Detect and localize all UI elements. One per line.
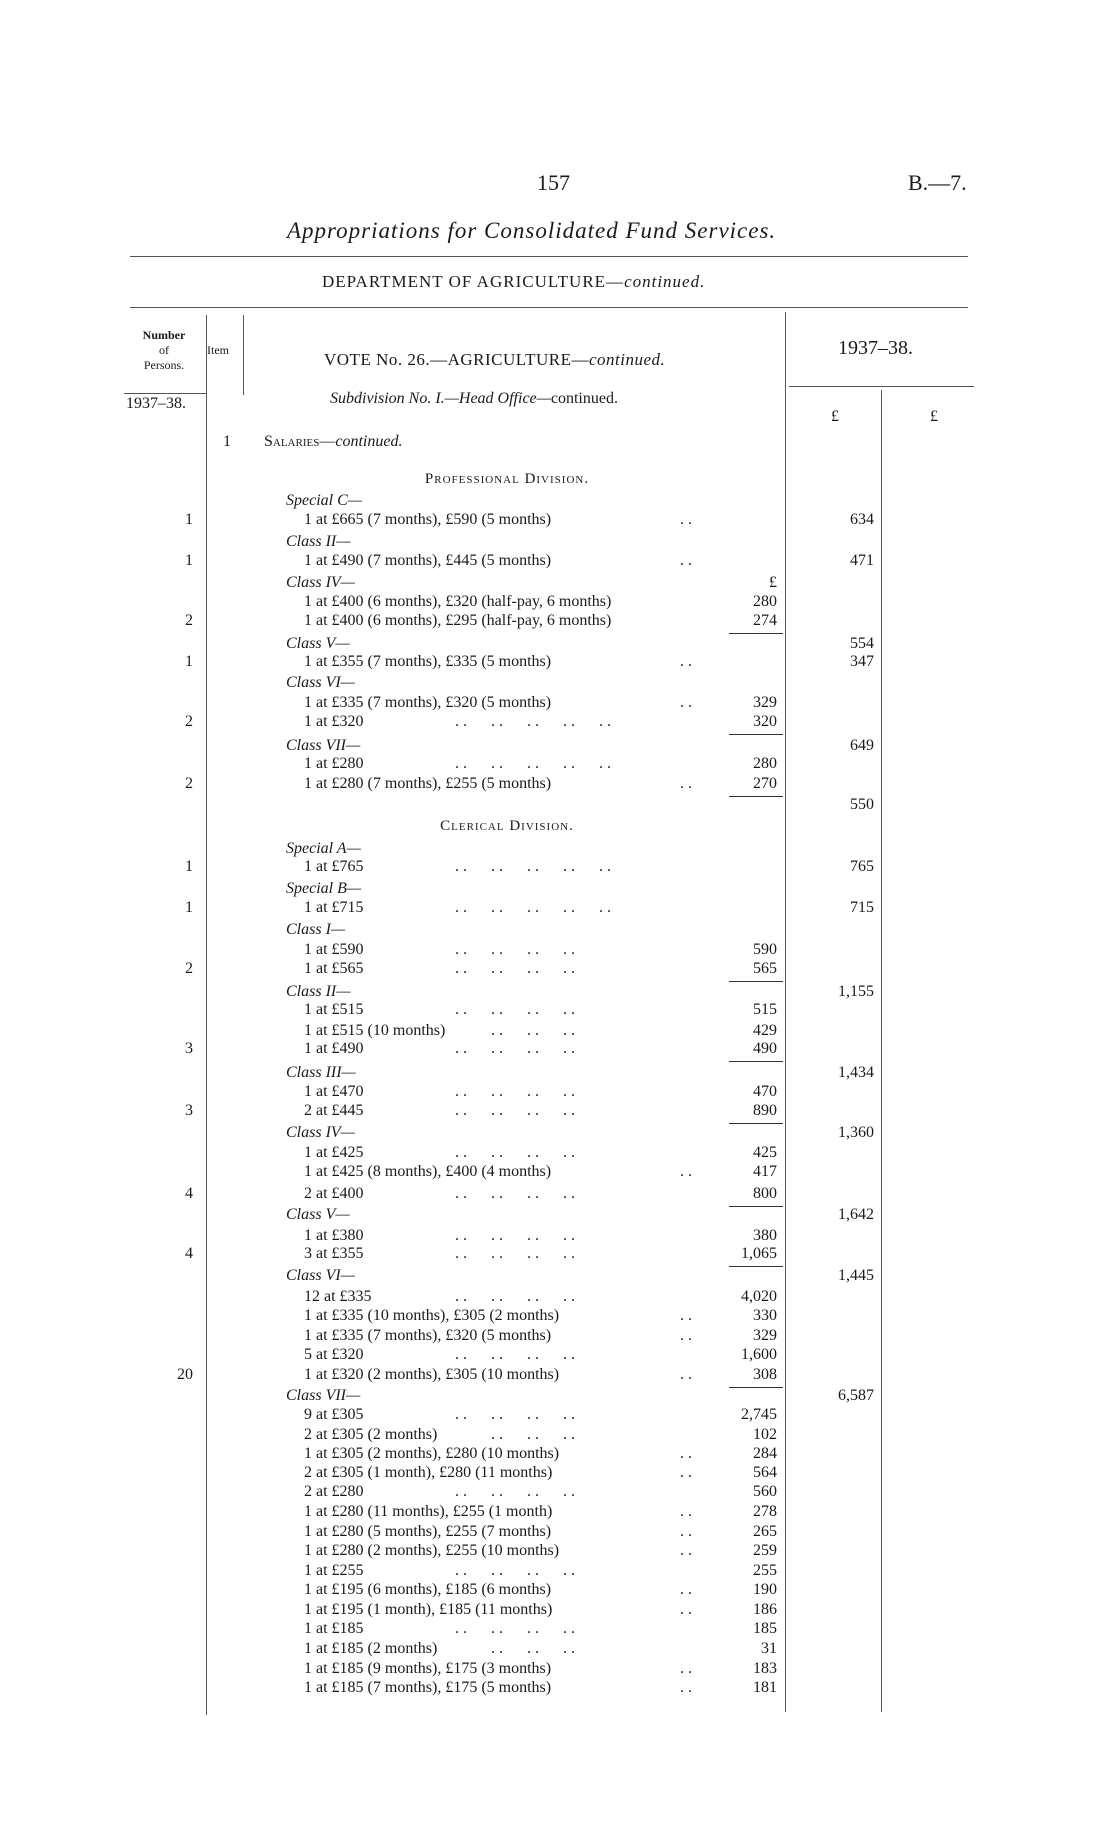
table-row <box>0 1227 1114 1247</box>
class-label: Class VI— <box>286 674 355 691</box>
class-label: Class VI— <box>286 1267 355 1284</box>
table-row <box>0 1660 1114 1680</box>
subtotal-amount: 270 <box>753 775 777 792</box>
subtotal-amount: 186 <box>753 1601 777 1618</box>
department-heading <box>322 272 705 292</box>
salary-line: 1 at £185 <box>304 1620 364 1637</box>
salary-line: 1 at £335 (10 months), £305 (2 months) <box>304 1307 560 1324</box>
salary-line: 1 at £515 <box>304 1001 364 1018</box>
pound-symbol-total: £ <box>930 408 938 425</box>
table-row <box>0 1640 1114 1660</box>
total-amount: 554 <box>850 635 874 652</box>
item-header: Item <box>207 343 229 357</box>
total-amount: 715 <box>850 899 874 916</box>
salary-line: 12 at £335 <box>304 1288 372 1305</box>
vote-continued: continued. <box>588 350 666 369</box>
subtotal-amount: 890 <box>753 1102 777 1119</box>
table-row <box>0 1327 1114 1347</box>
table-row <box>0 1503 1114 1523</box>
salary-line: 1 at £280 (11 months), £255 (1 month) <box>304 1503 553 1520</box>
persons-count: 3 <box>185 1102 193 1119</box>
total-amount: 471 <box>850 552 874 569</box>
salary-line: 1 at £320 (2 months), £305 (10 months) <box>304 1366 560 1383</box>
table-row <box>0 737 1114 757</box>
subtotal-amount: 102 <box>753 1426 777 1443</box>
subdivision-continued: continued. <box>550 390 618 407</box>
continued-label: continued. <box>335 433 403 450</box>
salary-line: 1 at £280 (2 months), £255 (10 months) <box>304 1542 560 1559</box>
leader-dots: . . . . . . . . <box>455 1102 575 1119</box>
subtotal-amount: 320 <box>753 713 777 730</box>
table-row <box>0 775 1114 795</box>
salary-line: 1 at £185 (7 months), £175 (5 months) <box>304 1679 552 1696</box>
leader-dots: . . . . . . . . <box>455 1562 575 1579</box>
class-label: Class V— <box>286 635 350 652</box>
class-label: Class II— <box>286 533 351 550</box>
class-label: Class III— <box>286 1064 356 1081</box>
salary-line: 1 at £715 <box>304 899 364 916</box>
vote-title <box>324 350 665 370</box>
salary-line: 1 at £515 (10 months) <box>304 1022 446 1039</box>
salary-line: 2 at £280 <box>304 1483 364 1500</box>
title-rule <box>130 256 968 257</box>
subtotal-rule <box>729 734 783 735</box>
pound-symbol-sub: £ <box>831 408 839 425</box>
subtotal-amount: 800 <box>753 1185 777 1202</box>
table-row <box>0 1601 1114 1621</box>
table-row <box>0 1124 1114 1144</box>
leader-dots: . . . . . . . . <box>455 960 575 977</box>
table-row <box>0 492 1114 512</box>
number-of-persons-header <box>124 328 204 373</box>
page-title: Appropriations for Consolidated Fund Services. <box>287 218 777 243</box>
leader-dots: . . . . . . . . <box>455 1620 575 1637</box>
item-column-rule-right <box>243 315 244 395</box>
table-row <box>0 1245 1114 1265</box>
table-row <box>0 899 1114 919</box>
total-amount: 6,587 <box>838 1387 874 1404</box>
leader-dots: . . <box>680 1163 692 1180</box>
total-amount: 634 <box>850 511 874 528</box>
leader-dots: . . <box>680 1523 692 1540</box>
salary-line: 1 at £665 (7 months), £590 (5 months) <box>304 511 552 528</box>
class-label: Special C— <box>286 492 362 509</box>
salary-line: 5 at £320 <box>304 1346 364 1363</box>
subtotal-amount: 280 <box>753 593 777 610</box>
leader-dots: . . <box>680 1464 692 1481</box>
subtotal-amount: 181 <box>753 1679 777 1696</box>
salary-line: 1 at £425 (8 months), £400 (4 months) <box>304 1163 552 1180</box>
table-row <box>0 1288 1114 1308</box>
persons-count: 1 <box>185 511 193 528</box>
leader-dots: . . . . . . <box>455 1426 575 1443</box>
table-row <box>0 593 1114 613</box>
table-row <box>0 983 1114 1003</box>
table-row <box>0 653 1114 673</box>
persons-header-rule <box>124 393 206 394</box>
salary-line: 1 at £470 <box>304 1083 364 1100</box>
salary-line: 1 at £195 (1 month), £185 (11 months) <box>304 1601 553 1618</box>
total-amount: 550 <box>850 796 874 813</box>
salary-line: 1 at £380 <box>304 1227 364 1244</box>
class-label: Class VII— <box>286 1387 361 1404</box>
subtotal-amount: 490 <box>753 1040 777 1057</box>
table-row <box>0 1483 1114 1503</box>
class-label: Class II— <box>286 983 351 1000</box>
table-row <box>0 1406 1114 1426</box>
page-number: 157 <box>537 170 570 195</box>
salary-line: 1 at £490 <box>304 1040 364 1057</box>
table-row <box>0 796 1114 816</box>
leader-dots: . . <box>680 1660 692 1677</box>
table-row <box>0 1366 1114 1386</box>
total-amount: 649 <box>850 737 874 754</box>
class-label: Class V— <box>286 1206 350 1223</box>
table-row <box>0 1426 1114 1446</box>
leader-dots: . . . . . . . . <box>455 1144 575 1161</box>
subtotal-rule <box>729 633 783 634</box>
subtotal-rule <box>729 981 783 982</box>
table-row <box>0 713 1114 733</box>
salaries-label: Salaries—continued. <box>264 433 403 450</box>
subtotal-amount: £ <box>769 574 777 591</box>
subtotal-amount: 259 <box>753 1542 777 1559</box>
subtotal-amount: 329 <box>753 1327 777 1344</box>
table-row <box>0 1163 1114 1183</box>
total-amount: 1,642 <box>838 1206 874 1223</box>
table-row <box>0 1185 1114 1205</box>
leader-dots: . . <box>680 511 692 528</box>
subtotal-amount: 31 <box>761 1640 777 1657</box>
document-reference: B.—7. <box>908 170 967 195</box>
subtotal-amount: 2,745 <box>741 1406 777 1423</box>
table-row <box>0 1267 1114 1287</box>
subtotal-amount: 280 <box>753 755 777 772</box>
salary-line: 1 at £255 <box>304 1562 364 1579</box>
division-heading: Clerical Division. <box>440 818 574 834</box>
table-row <box>0 1620 1114 1640</box>
salary-line: 1 at £335 (7 months), £320 (5 months) <box>304 1327 552 1344</box>
number-label: Number <box>142 328 186 342</box>
subdivision-heading <box>330 390 618 408</box>
leader-dots: . . <box>680 1307 692 1324</box>
subtotal-amount: 4,020 <box>741 1288 777 1305</box>
leader-dots: . . . . . . . . <box>455 1346 575 1363</box>
table-row <box>0 1064 1114 1084</box>
leader-dots: . . . . . . . . <box>455 1185 575 1202</box>
table-row <box>0 674 1114 694</box>
table-row <box>0 960 1114 980</box>
table-row <box>0 1346 1114 1366</box>
leader-dots: . . <box>680 1581 692 1598</box>
persons-count: 3 <box>185 1040 193 1057</box>
leader-dots: . . . . . . . . <box>455 1288 575 1305</box>
table-row <box>0 1523 1114 1543</box>
salary-line: 1 at £565 <box>304 960 364 977</box>
table-row <box>0 1102 1114 1122</box>
leader-dots: . . . . . . . . <box>455 1083 575 1100</box>
table-row <box>0 1083 1114 1103</box>
leader-dots: . . . . . . . . <box>455 941 575 958</box>
salary-line: 1 at £280 <box>304 755 364 772</box>
vote-name: VOTE No. 26.—AGRICULTURE— <box>324 350 589 369</box>
persons-count: 1 <box>185 858 193 875</box>
salary-line: 1 at £425 <box>304 1144 364 1161</box>
salary-line: 2 at £445 <box>304 1102 364 1119</box>
salary-line: 1 at £185 (9 months), £175 (3 months) <box>304 1660 552 1677</box>
leader-dots: . . . . . . . . <box>455 1227 575 1244</box>
table-row <box>0 533 1114 553</box>
persons-count: 1 <box>185 552 193 569</box>
salary-line: 9 at £305 <box>304 1406 364 1423</box>
subtotal-amount: 185 <box>753 1620 777 1637</box>
persons-count: 1 <box>185 653 193 670</box>
persons-count: 1 <box>185 899 193 916</box>
salary-line: 1 at £305 (2 months), £280 (10 months) <box>304 1445 560 1462</box>
leader-dots: . . <box>680 552 692 569</box>
leader-dots: . . . . . . . . <box>455 1406 575 1423</box>
leader-dots: . . . . . . . . . . <box>455 755 611 772</box>
leader-dots: . . <box>680 1445 692 1462</box>
salary-line: 2 at £305 (2 months) <box>304 1426 438 1443</box>
item-number: 1 <box>223 433 231 450</box>
subtotal-amount: 590 <box>753 941 777 958</box>
total-amount: 1,445 <box>838 1267 874 1284</box>
table-row <box>0 1040 1114 1060</box>
class-label: Class VII— <box>286 737 361 754</box>
table-row <box>0 694 1114 714</box>
table-row <box>0 433 1114 453</box>
salary-line: 1 at £280 (7 months), £255 (5 months) <box>304 775 552 792</box>
leader-dots: . . <box>680 1327 692 1344</box>
leader-dots: . . . . . . . . . . <box>455 858 611 875</box>
department-name: DEPARTMENT OF AGRICULTURE— <box>322 272 625 291</box>
table-row <box>0 1144 1114 1164</box>
salary-line: 1 at £400 (6 months), £295 (half-pay, 6 months) <box>304 612 612 629</box>
total-amount: 347 <box>850 653 874 670</box>
leader-dots: . . <box>680 1601 692 1618</box>
department-continued: continued. <box>624 272 706 291</box>
class-label: Class IV— <box>286 1124 355 1141</box>
subtotal-amount: 380 <box>753 1227 777 1244</box>
subtotal-amount: 183 <box>753 1660 777 1677</box>
table-row <box>0 471 1114 491</box>
table-row <box>0 1001 1114 1021</box>
table-row <box>0 1581 1114 1601</box>
leader-dots: . . . . . . <box>455 1022 575 1039</box>
table-row <box>0 941 1114 961</box>
leader-dots: . . <box>680 1366 692 1383</box>
salary-line: 1 at £335 (7 months), £320 (5 months) <box>304 694 552 711</box>
total-amount: 1,155 <box>838 983 874 1000</box>
salary-line: 1 at £195 (6 months), £185 (6 months) <box>304 1581 552 1598</box>
persons-count: 4 <box>185 1245 193 1262</box>
persons-count: 2 <box>185 713 193 730</box>
subtotal-amount: 564 <box>753 1464 777 1481</box>
persons-count: 2 <box>185 775 193 792</box>
table-row <box>0 858 1114 878</box>
total-amount: 1,360 <box>838 1124 874 1141</box>
class-label: Special A— <box>286 840 361 857</box>
table-row <box>0 1464 1114 1484</box>
salary-line: 1 at £590 <box>304 941 364 958</box>
table-row <box>0 1679 1114 1699</box>
subtotal-amount: 1,065 <box>741 1245 777 1262</box>
subtotal-amount: 330 <box>753 1307 777 1324</box>
subtotal-amount: 284 <box>753 1445 777 1462</box>
persons-count: 20 <box>177 1366 193 1383</box>
table-row <box>0 1387 1114 1407</box>
table-row <box>0 1445 1114 1465</box>
class-label: Special B— <box>286 880 362 897</box>
salary-line: 1 at £400 (6 months), £320 (half-pay, 6 months) <box>304 593 612 610</box>
salary-line: 2 at £400 <box>304 1185 364 1202</box>
subtotal-amount: 1,600 <box>741 1346 777 1363</box>
leader-dots: . . . . . . <box>455 1640 575 1657</box>
total-amount: 1,434 <box>838 1064 874 1081</box>
division-heading: Professional Division. <box>424 471 590 487</box>
table-row <box>0 880 1114 900</box>
subtotal-amount: 329 <box>753 694 777 711</box>
table-row <box>0 1307 1114 1327</box>
subtotal-amount: 470 <box>753 1083 777 1100</box>
leader-dots: . . . . . . . . <box>455 1483 575 1500</box>
table-row <box>0 921 1114 941</box>
salary-line: 3 at £355 <box>304 1245 364 1262</box>
table-row <box>0 552 1114 572</box>
salary-line: 1 at £490 (7 months), £445 (5 months) <box>304 552 552 569</box>
of-label: of <box>159 343 169 357</box>
year-label-right: 1937–38. <box>838 337 913 359</box>
leader-dots: . . . . . . . . <box>455 1040 575 1057</box>
salary-line: 1 at £765 <box>304 858 364 875</box>
subtotal-amount: 425 <box>753 1144 777 1161</box>
total-amount: 765 <box>850 858 874 875</box>
leader-dots: . . . . . . . . . . <box>455 899 611 916</box>
subtotal-amount: 308 <box>753 1366 777 1383</box>
subtotal-amount: 265 <box>753 1523 777 1540</box>
subdivision-name: Subdivision No. I.—Head Office— <box>330 390 551 407</box>
leader-dots: . . . . . . . . . . <box>455 713 611 730</box>
table-row <box>0 1206 1114 1226</box>
subtotal-amount: 560 <box>753 1483 777 1500</box>
table-row <box>0 635 1114 655</box>
table-row <box>0 818 1114 838</box>
salary-line: 1 at £355 (7 months), £335 (5 months) <box>304 653 552 670</box>
subtotal-amount: 274 <box>753 612 777 629</box>
subtotal-amount: 190 <box>753 1581 777 1598</box>
year-label-left: 1937–38. <box>126 395 186 412</box>
table-row <box>0 1022 1114 1042</box>
table-row <box>0 755 1114 775</box>
table-row <box>0 1562 1114 1582</box>
persons-count: 2 <box>185 960 193 977</box>
subtotal-amount: 565 <box>753 960 777 977</box>
leader-dots: . . . . . . . . <box>455 1245 575 1262</box>
subtotal-amount: 278 <box>753 1503 777 1520</box>
subtotal-amount: 429 <box>753 1022 777 1039</box>
table-row <box>0 511 1114 531</box>
leader-dots: . . <box>680 1542 692 1559</box>
class-label: Class IV— <box>286 574 355 591</box>
table-row <box>0 574 1114 594</box>
subtotal-rule <box>729 1061 783 1062</box>
leader-dots: . . <box>680 775 692 792</box>
persons-label: Persons. <box>143 358 185 372</box>
leader-dots: . . <box>680 1679 692 1696</box>
leader-dots: . . <box>680 1503 692 1520</box>
leader-dots: . . . . . . . . <box>455 1001 575 1018</box>
table-row <box>0 612 1114 632</box>
salary-line: 1 at £280 (5 months), £255 (7 months) <box>304 1523 552 1540</box>
salary-line: 2 at £305 (1 month), £280 (11 months) <box>304 1464 553 1481</box>
table-row <box>0 840 1114 860</box>
department-rule <box>130 307 968 308</box>
subtotal-amount: 255 <box>753 1562 777 1579</box>
leader-dots: . . <box>680 694 692 711</box>
year-right-rule <box>789 386 974 387</box>
leader-dots: . . <box>680 653 692 670</box>
salary-line: 1 at £320 <box>304 713 364 730</box>
subtotal-amount: 515 <box>753 1001 777 1018</box>
persons-count: 4 <box>185 1185 193 1202</box>
persons-count: 2 <box>185 612 193 629</box>
table-row <box>0 1542 1114 1562</box>
class-label: Class I— <box>286 921 346 938</box>
subtotal-amount: 417 <box>753 1163 777 1180</box>
salary-line: 1 at £185 (2 months) <box>304 1640 438 1657</box>
